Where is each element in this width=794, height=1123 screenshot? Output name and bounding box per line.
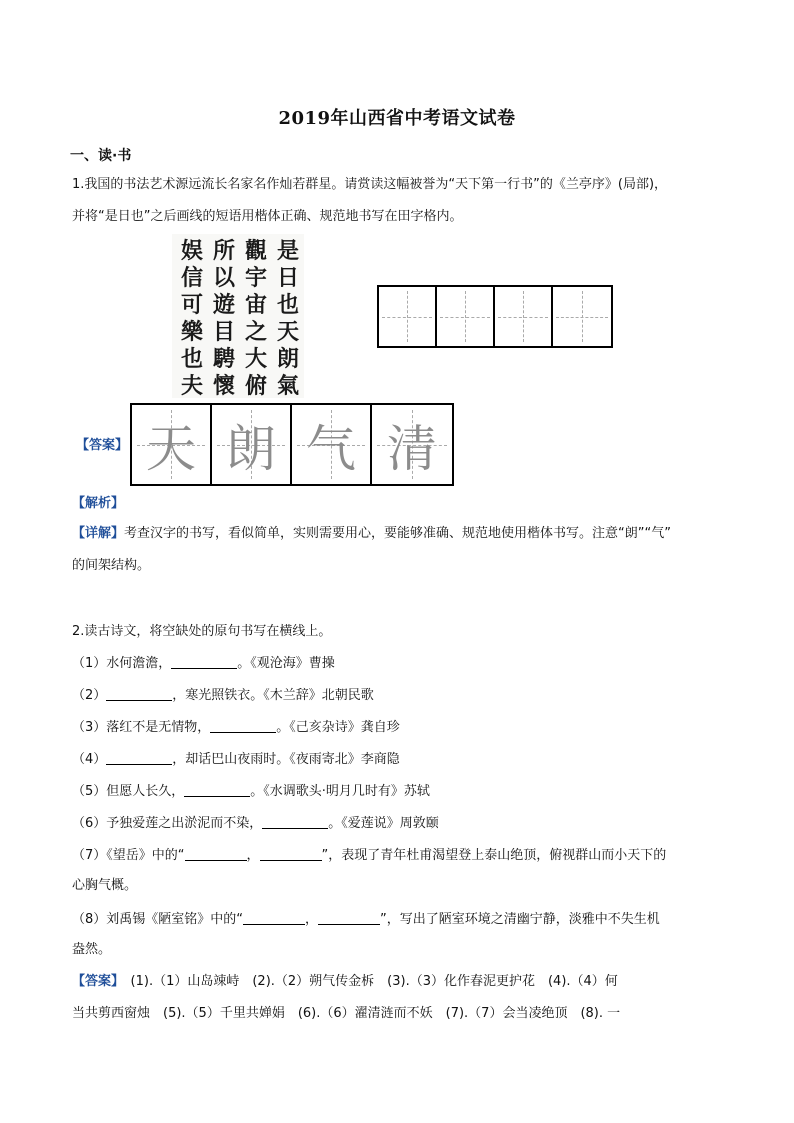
item-prefix: （1）水何澹澹，: [72, 656, 172, 671]
item-suffix: 。《爱莲说》周敦颐: [328, 816, 439, 831]
calligraphy-column: 觀宇宙之大俯: [244, 238, 267, 398]
answer-blank: [243, 911, 305, 925]
q2-item: [72, 686, 374, 706]
q2-item-8-cont: 盎然。: [72, 942, 112, 957]
detail-label: 【详解】: [72, 526, 125, 541]
answer-cell: [292, 405, 372, 484]
answer-cell: [212, 405, 292, 484]
item-suffix: ，寒光照铁衣。《木兰辞》北朝民歌: [172, 688, 374, 703]
item-prefix: （5）但愿人长久，: [72, 784, 185, 799]
answer-char: 天: [146, 419, 196, 478]
calligraphy-column: 所以遊目騁懷: [212, 238, 235, 398]
calligraphy-column: 是日也天朗氣: [276, 238, 299, 398]
answer-cell: [132, 405, 212, 484]
q2-item: [72, 782, 430, 802]
q2-item-7: [72, 846, 666, 866]
item-prefix: （8）刘禹锡《陋室铭》中的“: [72, 912, 244, 927]
q2-item: [72, 718, 400, 738]
answer-blank: [210, 719, 276, 733]
q1-line2: 并将“是日也”之后画线的短语用楷体正确、规范地书写在田字格内。: [72, 209, 463, 224]
section-heading: 一、读·书: [70, 148, 132, 164]
item-separator: ，: [305, 912, 319, 927]
q2-item: [72, 814, 439, 834]
item-prefix: （7）《望岳》中的“: [72, 848, 185, 863]
answer-blank: [262, 815, 328, 829]
q2-intro: 2.读古诗文，将空缺处的原句书写在横线上。: [72, 624, 332, 639]
q1-line1: 1.我国的书法艺术源远流长名家名作灿若群星。请赏读这幅被誉为“天下第一行书”的《兰亭序》(局部)，: [72, 177, 668, 192]
answer-blank: [171, 655, 237, 669]
detail-line1: [72, 524, 671, 544]
blank-tianzige-grid: [377, 285, 613, 348]
answer-char: 朗: [226, 419, 276, 478]
answer-blank: [318, 911, 380, 925]
answer-char: 清: [387, 419, 437, 478]
q2-answer-text: (1).（1）山岛竦峙 (2).（2）朔气传金柝 (3).（3）化作春泥更护花 (4).（4）何: [130, 974, 618, 989]
calligraphy-image: [172, 234, 304, 398]
answer-blank: [260, 847, 322, 861]
item-suffix: ”，表现了青年杜甫渴望登上泰山绝顶，俯视群山而小天下的: [321, 848, 667, 863]
blank-cell: [553, 287, 611, 346]
q2-answer-line1: [72, 972, 618, 992]
answer-cell: [372, 405, 452, 484]
q2-item: [72, 750, 400, 770]
answer-blank: [106, 751, 172, 765]
answer-tianzige-grid: [130, 403, 454, 486]
q2-item-7-cont: 心胸气概。: [72, 878, 138, 893]
item-suffix: 。《观沧海》曹操: [237, 656, 335, 671]
analysis-label: 【解析】: [72, 496, 125, 511]
q2-item: [72, 654, 335, 674]
item-prefix: （2）: [72, 688, 107, 703]
item-prefix: （3）落红不是无情物，: [72, 720, 211, 735]
q2-item-8: [72, 910, 660, 930]
calligraphy-column: 娱信可樂也夫: [180, 238, 203, 398]
answer-blank: [106, 687, 172, 701]
item-suffix: 。《己亥杂诗》龚自珍: [276, 720, 400, 735]
page-title: 2019年山西省中考语文试卷: [278, 108, 516, 129]
blank-cell: [379, 287, 437, 346]
item-suffix: ，却话巴山夜雨时。《夜雨寄北》李商隐: [172, 752, 400, 767]
item-suffix: 。《水调歌头·明月几时有》苏轼: [250, 784, 430, 799]
answer-blank: [184, 783, 250, 797]
detail-text: 考查汉字的书写，看似简单，实则需要用心，要能够准确、规范地使用楷体书写。注意“朗”“气”: [124, 526, 671, 541]
answer-blank: [185, 847, 247, 861]
q2-answer-line2: 当共剪西窗烛 (5).（5）千里共婵娟 (6).（6）濯清涟而不妖 (7).（7）会当凌绝顶 (8). 一: [72, 1006, 621, 1021]
detail-line2: 的间架结构。: [72, 558, 151, 573]
blank-cell: [495, 287, 553, 346]
blank-cell: [437, 287, 495, 346]
answer-char: 气: [306, 419, 356, 478]
q2-answer-label: 【答案】: [72, 974, 118, 989]
item-suffix: ”，写出了陋室环境之清幽宁静，淡雅中不失生机: [380, 912, 660, 927]
q1-answer-label: 【答案】: [76, 438, 129, 453]
item-prefix: （6）予独爱莲之出淤泥而不染，: [72, 816, 263, 831]
item-prefix: （4）: [72, 752, 107, 767]
item-separator: ，: [246, 848, 260, 863]
